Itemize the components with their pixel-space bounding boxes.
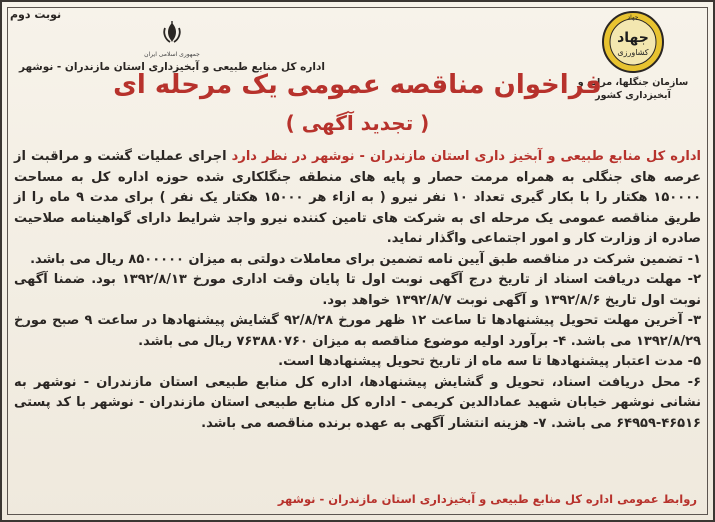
left-org-name: اداره کل منابع طبیعی و آبخیزداری استان مازندران - نوشهر: [18, 61, 326, 73]
round-label: نوبت دوم: [10, 8, 62, 21]
left-organization: [12, 12, 332, 73]
intro-highlight: اداره کل منابع طبیعی و آبخیز داری استان مازندران - نوشهر در نظر دارد: [231, 149, 701, 164]
logo-sub-text: کشاورزی: [617, 48, 649, 57]
intro-paragraph: [14, 147, 701, 250]
announcement-body: [14, 147, 701, 434]
iran-emblem-icon: [159, 20, 185, 46]
public-relations-footer: روابط عمومی اداره کل منابع طبیعی و آبخیزداری استان مازندران - نوشهر: [277, 492, 697, 506]
logo-word: جهاد: [617, 30, 649, 46]
clause-2: ۲- مهلت دریافت اسناد از تاریخ درج آگهی نوبت اول تا پایان وقت اداری مورخ ۱۳۹۲/۸/۱۳ بود. ضمنا آگهی نوبت اول تاریخ ۱۳۹۲/۸/۶ و آگهی نوبت ۱۳۹۲/۸/۷ خواهد بود.: [14, 272, 702, 308]
intro-rest: اجرای عملیات گشت و مراقبت از عرصه های جنگلی به همراه مرمت حصار و پایه های منطقه جنگلکاری شده حوزه اداره کل به مساحت ۱۵۰۰۰۰ هکتار را با بکار گیری تعداد ۱۰ نفر نیرو ( به ازاء هر ۱۵۰۰۰ هکتار یک نفر ) برای مدت ۹ ماه را از طریق مناقصه عمومی یک مرحله ای به شرکت های تامین کننده نیرو واجد شرایط دارای گواهینامه صلاحیت صادره از وزارت کار و امور اجتماعی واگذار نماید.: [14, 149, 701, 246]
emblem-caption: جمهوری اسلامی ایران: [144, 51, 200, 58]
clause-6-7: ۶- محل دریافت اسناد، تحویل و گشایش پیشنهادها، اداره کل منابع طبیعی استان مازندران - نوشهر به نشانی نوشهر خیابان شهید عمادالدین کریمی - اداره کل منابع طبیعی استان مازندران - نوشهر با کد پستی ۴۶۵۱۶-۶۴۹۵۹ می باشد. ۷- هزینه انتشار آگهی به عهده برنده مناقصه می باشد.: [14, 374, 701, 431]
sub-title: ( تجدید آگهی ): [285, 111, 430, 135]
clause-5: ۵- مدت اعتبار پیشنهادها تا سه ماه از تاریخ تحویل پیشنهادها است.: [278, 354, 701, 369]
main-title: فراخوان مناقصه عمومی یک مرحله ای: [113, 70, 602, 100]
right-org-line1: سازمان جنگلها، مراتع و: [577, 77, 689, 88]
jihad-logo: [601, 10, 665, 74]
clause-1: ۱- تضمین شرکت در مناقصه طبق آیین نامه تضمین برای معاملات دولتی به میزان ۸۵۰۰۰۰۰ ریال می باشد.: [30, 251, 701, 267]
clause-3-4: ۳- آخرین مهلت تحویل پیشنهادها تا ساعت ۱۲ ظهر مورخ ۹۲/۸/۲۸ گشایش پیشنهادها در ساعت ۹ صبح مورخ ۱۳۹۲/۸/۲۹ می باشد. ۴- برآورد اولیه موضوع مناقصه به میزان ۷۶۳۸۸۰۷۶۰ ریال می باشد.: [14, 313, 701, 349]
logo-top-text: جهاد: [627, 14, 639, 21]
right-org-line2: آبخیزداری کشور: [595, 90, 671, 101]
